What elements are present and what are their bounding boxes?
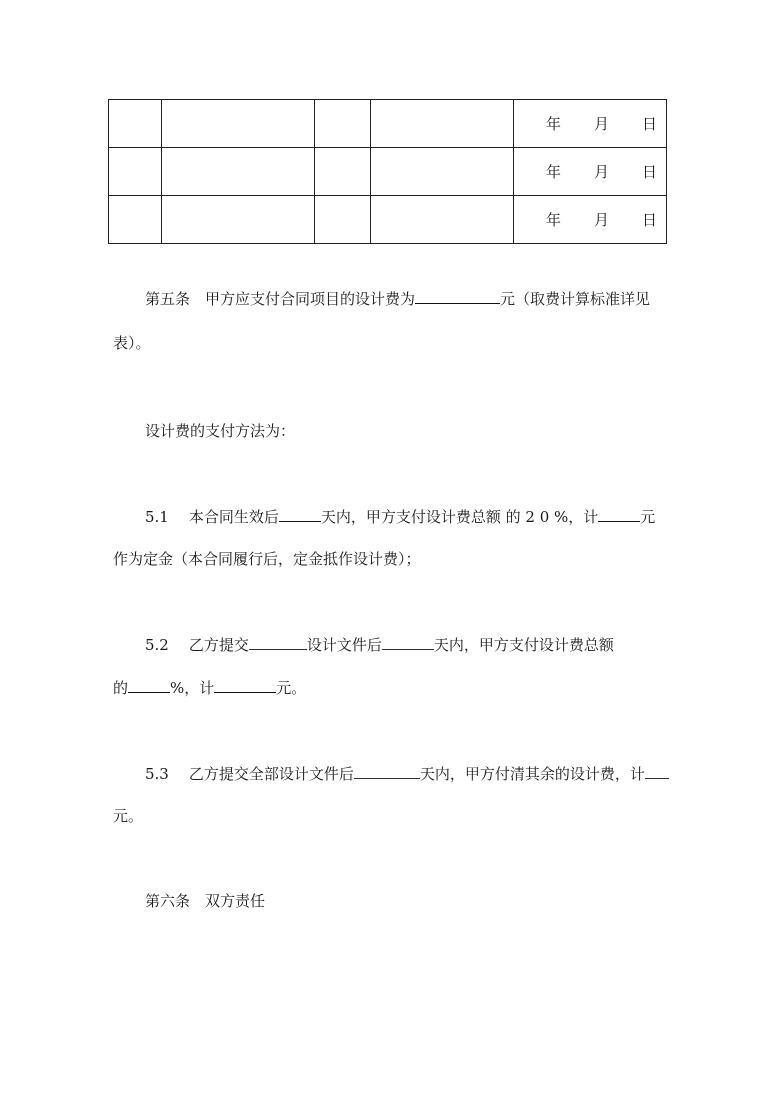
article-6-text: 双方责任	[205, 892, 266, 910]
clause-text: 元。	[276, 679, 307, 697]
design-doc-blank[interactable]	[249, 635, 307, 650]
day-label: 日	[642, 163, 658, 181]
clause-number: 5.3	[145, 765, 169, 783]
month-label: 月	[594, 163, 610, 181]
table-cell	[370, 196, 513, 244]
clause-5-1-line-2	[113, 549, 421, 569]
table-cell	[109, 196, 162, 244]
table-row	[109, 100, 667, 148]
table-cell	[161, 148, 314, 196]
date-cell	[514, 148, 667, 196]
article-5-text: 元（取费计算标准详见	[500, 290, 651, 308]
table-cell	[315, 148, 371, 196]
amount-blank[interactable]	[598, 507, 640, 522]
schedule-table	[108, 99, 667, 244]
clause-text: 乙方提交全部设计文件后	[188, 765, 354, 783]
table-cell	[315, 100, 371, 148]
article-5-text: 表）。	[113, 334, 151, 352]
article-5-line-1	[145, 289, 650, 309]
payment-method-heading: 设计费的支付方法为：	[145, 422, 296, 440]
amount-blank[interactable]	[214, 678, 276, 693]
article-5-text: 甲方应支付合同项目的设计费为	[205, 290, 416, 308]
date-cell	[514, 196, 667, 244]
table-cell	[370, 100, 513, 148]
fee-blank[interactable]	[415, 289, 500, 304]
table-cell	[109, 148, 162, 196]
clause-text: 天内，甲方支付设计费总额	[433, 636, 614, 654]
amount-blank[interactable]	[645, 764, 669, 779]
clause-text: %，计	[170, 679, 215, 697]
clause-text: 天内，甲方支付设计费总额 的 2 0 %，计	[320, 508, 599, 526]
days-blank[interactable]	[354, 764, 420, 779]
clause-text: 元。	[113, 807, 144, 825]
clause-5-3-line-2	[113, 806, 143, 826]
date-cell	[514, 100, 667, 148]
percent-blank[interactable]	[128, 678, 170, 693]
clause-number: 5.1	[145, 508, 169, 526]
article-6-label: 第六条	[145, 892, 191, 910]
article-5-label: 第五条	[145, 290, 191, 308]
month-label: 月	[594, 115, 610, 133]
table-cell	[161, 196, 314, 244]
clause-5-2-line-2	[113, 678, 306, 698]
days-blank[interactable]	[382, 635, 434, 650]
clause-number: 5.2	[145, 636, 169, 654]
days-blank[interactable]	[279, 507, 321, 522]
clause-5-3-line-1	[145, 764, 669, 784]
article-5-line-2	[113, 333, 151, 353]
clause-text: 的	[113, 679, 129, 697]
year-label: 年	[546, 163, 562, 181]
clause-text: 作为定金（本合同履行后，定金抵作设计费）；	[113, 550, 421, 568]
table-row	[109, 148, 667, 196]
table-cell	[315, 196, 371, 244]
year-label: 年	[546, 211, 562, 229]
clause-text: 设计文件后	[306, 636, 382, 654]
day-label: 日	[642, 211, 658, 229]
month-label: 月	[594, 211, 610, 229]
table-cell	[370, 148, 513, 196]
clause-5-2-line-1	[145, 635, 614, 655]
clause-text: 元	[640, 508, 656, 526]
clause-5-1-line-1	[145, 507, 655, 527]
year-label: 年	[546, 115, 562, 133]
table-row	[109, 196, 667, 244]
table-cell	[109, 100, 162, 148]
article-6-heading	[145, 891, 265, 911]
clause-text: 天内，甲方付清其余的设计费，计	[419, 765, 645, 783]
day-label: 日	[642, 115, 658, 133]
clause-text: 本合同生效后	[188, 508, 279, 526]
clause-text: 乙方提交	[188, 636, 249, 654]
table-cell	[161, 100, 314, 148]
